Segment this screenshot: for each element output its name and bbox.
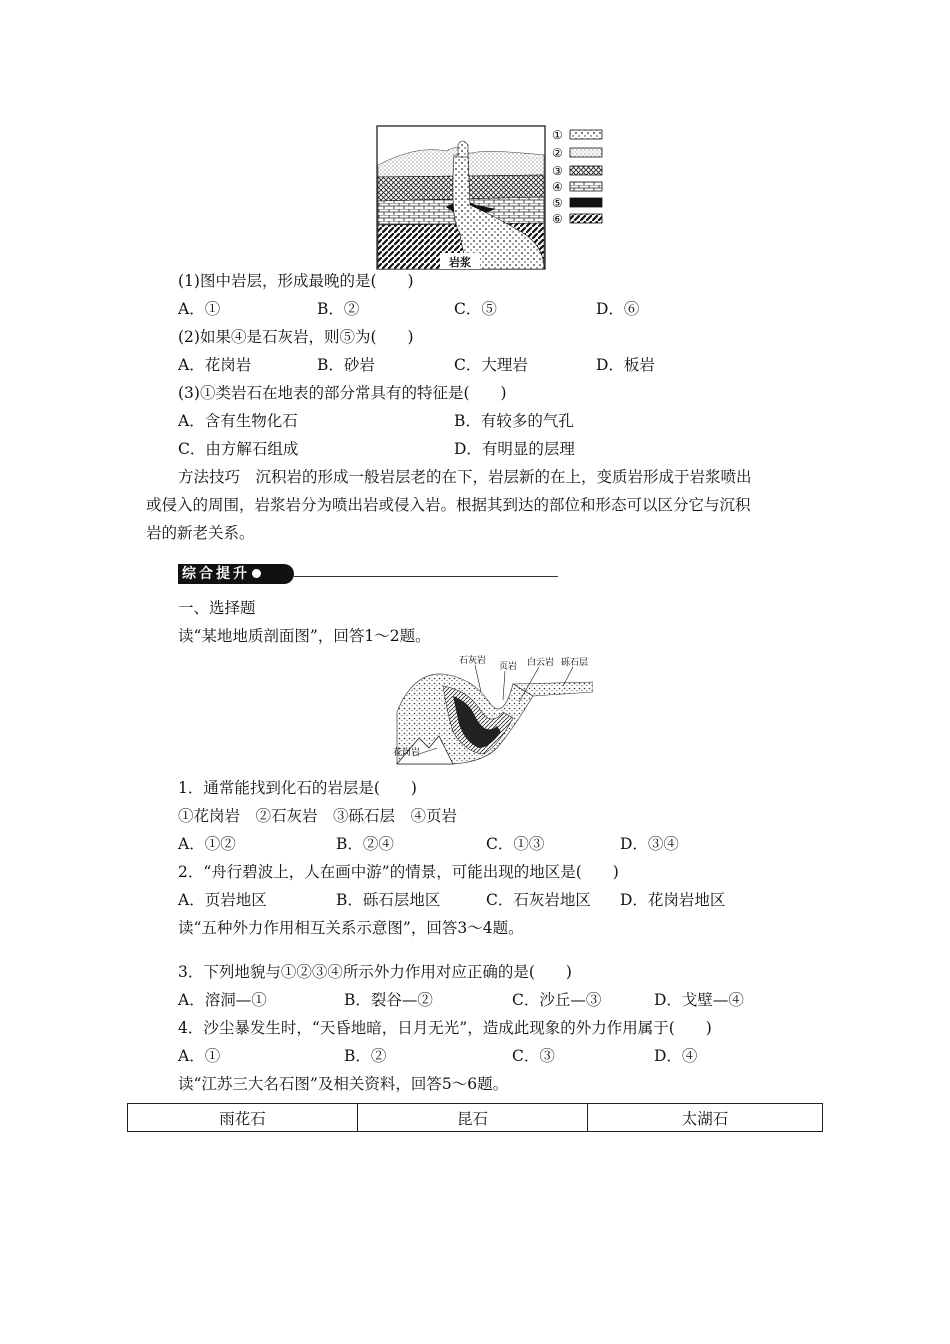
question-2-option-d: D．板岩	[596, 356, 655, 374]
table-header-cell: 昆石	[358, 1104, 588, 1132]
method-tip-line-3: 岩的新老关系。	[146, 524, 255, 542]
question-3-option-a: A．含有生物化石	[178, 412, 298, 430]
q3-stem: 3．下列地貌与①②③④所示外力作用对应正确的是( )	[178, 963, 572, 981]
q1-stem: 1．通常能找到化石的岩层是( )	[178, 779, 417, 797]
q3-option-c: C．沙丘—③	[512, 991, 602, 1009]
legend-num-5: ⑤	[552, 196, 563, 210]
legend-num-6: ⑥	[552, 212, 563, 226]
q3-option-b: B．裂谷—②	[344, 991, 433, 1009]
question-3-option-d: D．有明显的层理	[454, 440, 575, 458]
q4-option-b: B．②	[344, 1047, 387, 1065]
legend-num-1: ①	[552, 128, 563, 142]
label-granite: 花岗岩	[393, 748, 421, 758]
label-dolomite: 白云岩	[527, 658, 555, 668]
label-gravel: 砾石层	[561, 658, 589, 668]
q4-option-d: D．④	[654, 1047, 698, 1065]
q2-option-b: B．砾石层地区	[336, 891, 441, 909]
section-header	[178, 562, 558, 588]
q2-stem: 2．“舟行碧波上，人在画中游”的情景，可能出现的地区是( )	[178, 863, 619, 881]
intro-questions-5-6: 读“江苏三大名石图”及相关资料，回答5～6题。	[178, 1075, 509, 1093]
stones-table	[127, 1103, 823, 1132]
label-shale: 页岩	[499, 662, 518, 672]
intro-questions-3-4: 读“五种外力作用相互关系示意图”，回答3～4题。	[178, 919, 524, 937]
geologic-profile-figure	[393, 652, 593, 765]
table-header-cell: 雨花石	[128, 1104, 358, 1132]
q3-option-d: D．戈壁—④	[654, 991, 744, 1009]
q3-option-a: A．溶洞—①	[178, 991, 267, 1009]
q1-choices: ①花岗岩 ②石灰岩 ③砾石层 ④页岩	[178, 807, 458, 825]
q2-option-d: D．花岗岩地区	[620, 891, 726, 909]
legend-num-3: ③	[552, 164, 563, 178]
q2-option-a: A．页岩地区	[178, 891, 267, 909]
legend-num-4: ④	[552, 180, 563, 194]
q4-option-a: A．①	[178, 1047, 221, 1065]
table-header-cell: 太湖石	[588, 1104, 823, 1132]
section-divider	[294, 576, 558, 577]
question-2-option-b: B．砂岩	[317, 356, 375, 374]
method-tip-line-2: 或侵入的周围，岩浆岩分为喷出岩或侵入岩。根据其到达的部位和形态可以区分它与沉积	[146, 496, 751, 514]
q2-option-c: C．石灰岩地区	[486, 891, 591, 909]
q1-option-b: B．②④	[336, 835, 394, 853]
section-tab	[178, 564, 294, 584]
rock-strata-figure	[376, 125, 612, 271]
legend-num-2: ②	[552, 146, 563, 160]
label-limestone: 石灰岩	[459, 656, 487, 666]
section-title: 综合提升	[182, 566, 250, 582]
q1-option-a: A．①②	[178, 835, 236, 853]
question-3-option-b: B．有较多的气孔	[454, 412, 574, 430]
figure-legend	[552, 128, 602, 226]
question-1-option-b: B．②	[317, 300, 360, 318]
intro-questions-1-2: 读“某地地质剖面图”，回答1～2题。	[178, 627, 431, 645]
question-3-stem: (3)①类岩石在地表的部分常具有的特征是( )	[178, 384, 507, 402]
method-tip-line-1: 方法技巧 沉积岩的形成一般岩层老的在下，岩层新的在上，变质岩形成于岩浆喷出	[178, 468, 752, 486]
question-1-option-c: C．⑤	[454, 300, 497, 318]
table-row	[128, 1104, 823, 1132]
q4-option-c: C．③	[512, 1047, 555, 1065]
q1-option-d: D．③④	[620, 835, 679, 853]
question-2-option-a: A．花岗岩	[178, 356, 252, 374]
part-one-heading: 一、选择题	[178, 599, 256, 617]
question-2-option-c: C．大理岩	[454, 356, 528, 374]
question-1-option-a: A．①	[178, 300, 221, 318]
question-1-option-d: D．⑥	[596, 300, 640, 318]
q4-stem: 4．沙尘暴发生时，“天昏地暗，日月无光”，造成此现象的外力作用属于( )	[178, 1019, 712, 1037]
q1-option-c: C．①③	[486, 835, 545, 853]
question-1-stem: (1)图中岩层，形成最晚的是( )	[178, 272, 414, 290]
magma-label: 岩浆	[449, 256, 471, 269]
question-2-stem: (2)如果④是石灰岩，则⑤为( )	[178, 328, 414, 346]
bullet-icon	[252, 569, 261, 578]
question-3-option-c: C．由方解石组成	[178, 440, 299, 458]
